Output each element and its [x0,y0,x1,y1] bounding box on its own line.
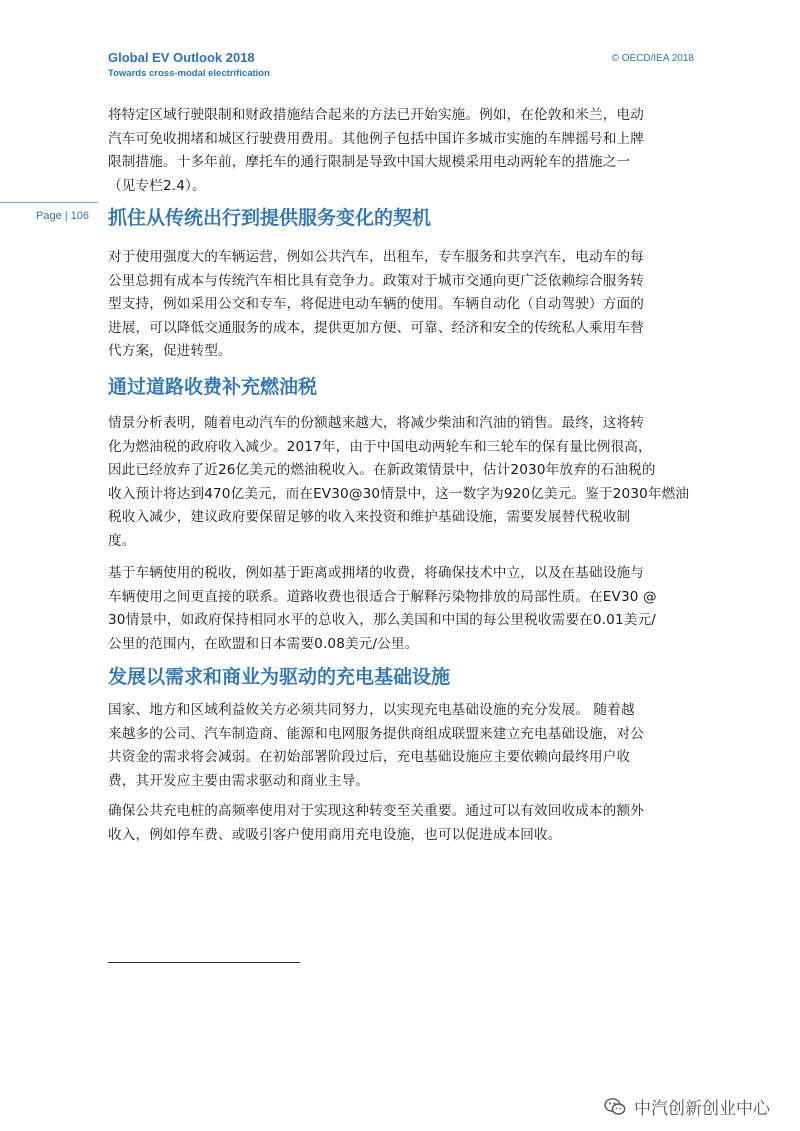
page-number: Page | 106 [36,210,90,222]
section-heading-mobility-services: 抓住从传统出行到提供服务变化的契机 [108,207,432,229]
watermark-text: 中汽创新创业中心 [634,1099,770,1119]
watermark [604,1094,770,1119]
paragraph-utilisation: 确保公共充电桩的高频率使用对于实现这种转变至关重要。通过可以有效回收成本的额外 收入，例如停车费、或吸引客户使用商用充电设施，也可以促进成本回收。 [108,803,645,843]
intro-paragraph: 将特定区域行驶限制和财政措施结合起来的方法已开始实施。例如，在伦敦和米兰，电动 汽车可免收拥堵和城区行驶费用费用。其他例子包括中国许多城市实施的车牌摇号和上牌 限制措施。十多年前，摩托车的通行限制是导致中国大规模采用电动两轮车的措施之一 （见专栏2.4）。 [108,107,645,194]
section-heading-road-charges: 通过道路收费补充燃油税 [108,376,318,398]
footnote-separator [108,962,300,963]
section-heading-charging-infrastructure: 发展以需求和商业为驱动的充电基础设施 [108,666,451,688]
wechat-icon [604,1097,626,1117]
report-title: Global EV Outlook 2018 [108,50,255,65]
page-marker-rule [0,202,98,203]
paragraph-mobility-services: 对于使用强度大的车辆运营，例如公共汽车，出租车，专车服务和共享汽车，电动车的每 公里总拥有成本与传统汽车相比具有竞争力。政策对于城市交通向更广泛依赖综合服务转 型支持，例如采用公交和专车，将促进电动车辆的使用。车辆自动化（自动驾驶）方面的 进展，可以降低交通服务的成本，提供更加方便、可靠、经济和安全的传统私人乘用车替 代方案，促进转型。 [108,249,645,359]
paragraph-fuel-tax: 情景分析表明，随着电动汽车的份额越来越大，将减少柴油和汽油的销售。最终，这将转 化为燃油税的政府收入减少。2017年，由于中国电动两轮车和三轮车的保有量比例很高， 因此已经放弃了近26亿美元的燃油税收入。在新政策情景中，估计2030年放弃的石油税的 收入预计将达到470亿美元，而在EV30@30情景中，这一数字为920亿美元。鉴于2030年燃油 税收入减少，建议政府要保留足够的收入来投资和维护基础设施，需要发展替代税收制 度。 [108,415,690,549]
copyright-notice: © OECD/IEA 2018 [611,53,694,64]
report-subtitle: Towards cross-modal electrification [108,68,270,79]
paragraph-road-pricing: 基于车辆使用的税收，例如基于距离或拥堵的收费，将确保技术中立，以及在基础设施与 车辆使用之间更直接的联系。道路收费也很适合于解释污染物排放的局部性质。在EV30 @ 30情景中，如政府保持相同水平的总收入，那么美国和中国的每公里税收需要在0.01美元/ 公里的范围内，在欧盟和日本需要0.08美元/公里。 [108,565,657,652]
paragraph-stakeholders: 国家、地方和区域利益攸关方必须共同努力，以实现充电基础设施的充分发展。 随着越 来越多的公司、汽车制造商、能源和电网服务提供商组成联盟来建立充电基础设施，对公 共资金的需求将会减弱。在初始部署阶段过后，充电基础设施应主要依赖向最终用户收 费，其开发应主要由需求驱动和商业主导。 [108,702,645,789]
